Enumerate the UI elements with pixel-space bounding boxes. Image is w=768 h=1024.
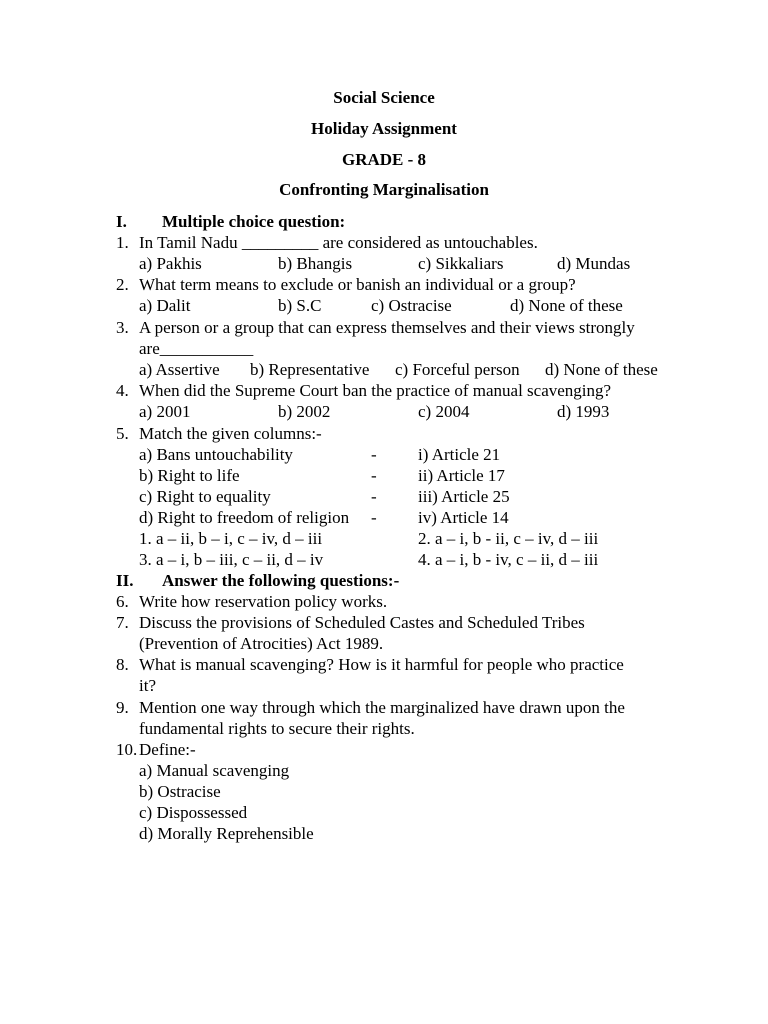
section1-number: I. bbox=[116, 212, 127, 231]
q3-number: 3. bbox=[116, 318, 129, 337]
q1-number: 1. bbox=[116, 233, 129, 252]
grade-title: GRADE - 8 bbox=[341, 150, 427, 169]
q10-item: d) Morally Reprehensible bbox=[139, 824, 314, 843]
match-left-item: c) Right to equality bbox=[139, 487, 271, 506]
q10-item: c) Dispossessed bbox=[139, 803, 248, 822]
q2-option-b: b) S.C bbox=[278, 296, 322, 315]
q7-number: 7. bbox=[116, 613, 129, 632]
q6-number: 6. bbox=[116, 592, 129, 611]
match-dash: - bbox=[371, 466, 377, 485]
q1-option-a: a) Pakhis bbox=[139, 254, 202, 273]
match-left-item: b) Right to life bbox=[139, 466, 240, 485]
q2-option-c: c) Ostracise bbox=[371, 296, 452, 315]
match-dash: - bbox=[371, 487, 377, 506]
match-right-item: ii) Article 17 bbox=[418, 466, 505, 485]
q4-number: 4. bbox=[116, 381, 129, 400]
q3-text: A person or a group that can express themselves and their views strongly bbox=[139, 318, 635, 337]
q5-text: Match the given columns:- bbox=[139, 424, 322, 443]
q10-item: a) Manual scavenging bbox=[139, 761, 290, 780]
match-right-item: iv) Article 14 bbox=[418, 508, 509, 527]
q1-option-c: c) Sikkaliars bbox=[418, 254, 504, 273]
match-right-item: iii) Article 25 bbox=[418, 487, 510, 506]
q9-number: 9. bbox=[116, 698, 129, 717]
q3-option-b: b) Representative bbox=[250, 360, 370, 379]
q6-text: Write how reservation policy works. bbox=[139, 592, 388, 611]
q9-text-continued: fundamental rights to secure their rights. bbox=[139, 719, 415, 738]
match-dash: - bbox=[371, 445, 377, 464]
q5-option-2: 2. a – i, b - ii, c – iv, d – iii bbox=[418, 529, 599, 548]
q4-option-d: d) 1993 bbox=[557, 402, 610, 421]
q9-text: Mention one way through which the marginalized have drawn upon the bbox=[139, 698, 625, 717]
chapter-title: Confronting Marginalisation bbox=[279, 180, 489, 199]
q8-text: What is manual scavenging? How is it harmful for people who practice bbox=[139, 655, 624, 674]
q4-option-c: c) 2004 bbox=[418, 402, 470, 421]
q1-option-d: d) Mundas bbox=[557, 254, 631, 273]
q7-text-continued: (Prevention of Atrocities) Act 1989. bbox=[139, 634, 384, 653]
q5-option-1: 1. a – ii, b – i, c – iv, d – iii bbox=[139, 529, 323, 548]
q10-number: 10. bbox=[116, 740, 138, 759]
match-left-item: d) Right to freedom of religion bbox=[139, 508, 350, 527]
q2-option-a: a) Dalit bbox=[139, 296, 191, 315]
section2-title: Answer the following questions:- bbox=[162, 571, 400, 590]
q2-option-d: d) None of these bbox=[510, 296, 623, 315]
q2-number: 2. bbox=[116, 275, 129, 294]
q4-option-a: a) 2001 bbox=[139, 402, 191, 421]
q1-text: In Tamil Nadu _________ are considered as untouchables. bbox=[139, 233, 538, 252]
q5-option-3: 3. a – i, b – iii, c – ii, d – iv bbox=[139, 550, 324, 569]
assignment-title: Holiday Assignment bbox=[311, 119, 457, 138]
section1-title: Multiple choice question: bbox=[162, 212, 346, 231]
q2-text: What term means to exclude or banish an individual or a group? bbox=[139, 275, 576, 294]
q10-text: Define:- bbox=[139, 740, 196, 759]
q5-number: 5. bbox=[116, 424, 129, 443]
q5-option-4: 4. a – i, b - iv, c – ii, d – iii bbox=[418, 550, 599, 569]
q10-item: b) Ostracise bbox=[139, 782, 221, 801]
subject-title: Social Science bbox=[333, 88, 435, 107]
q8-number: 8. bbox=[116, 655, 129, 674]
q7-text: Discuss the provisions of Scheduled Castes and Scheduled Tribes bbox=[139, 613, 585, 632]
q4-option-b: b) 2002 bbox=[278, 402, 331, 421]
match-right-item: i) Article 21 bbox=[418, 445, 501, 464]
q1-option-b: b) Bhangis bbox=[278, 254, 353, 273]
q3-text-continued: are___________ bbox=[139, 339, 254, 358]
q3-option-d: d) None of these bbox=[545, 360, 658, 379]
q3-option-a: a) Assertive bbox=[139, 360, 220, 379]
match-left-item: a) Bans untouchability bbox=[139, 445, 293, 464]
section2-number: II. bbox=[116, 571, 134, 590]
q3-option-c: c) Forceful person bbox=[395, 360, 520, 379]
match-dash: - bbox=[371, 508, 377, 527]
q8-text-continued: it? bbox=[139, 676, 156, 695]
q4-text: When did the Supreme Court ban the practice of manual scavenging? bbox=[139, 381, 612, 400]
